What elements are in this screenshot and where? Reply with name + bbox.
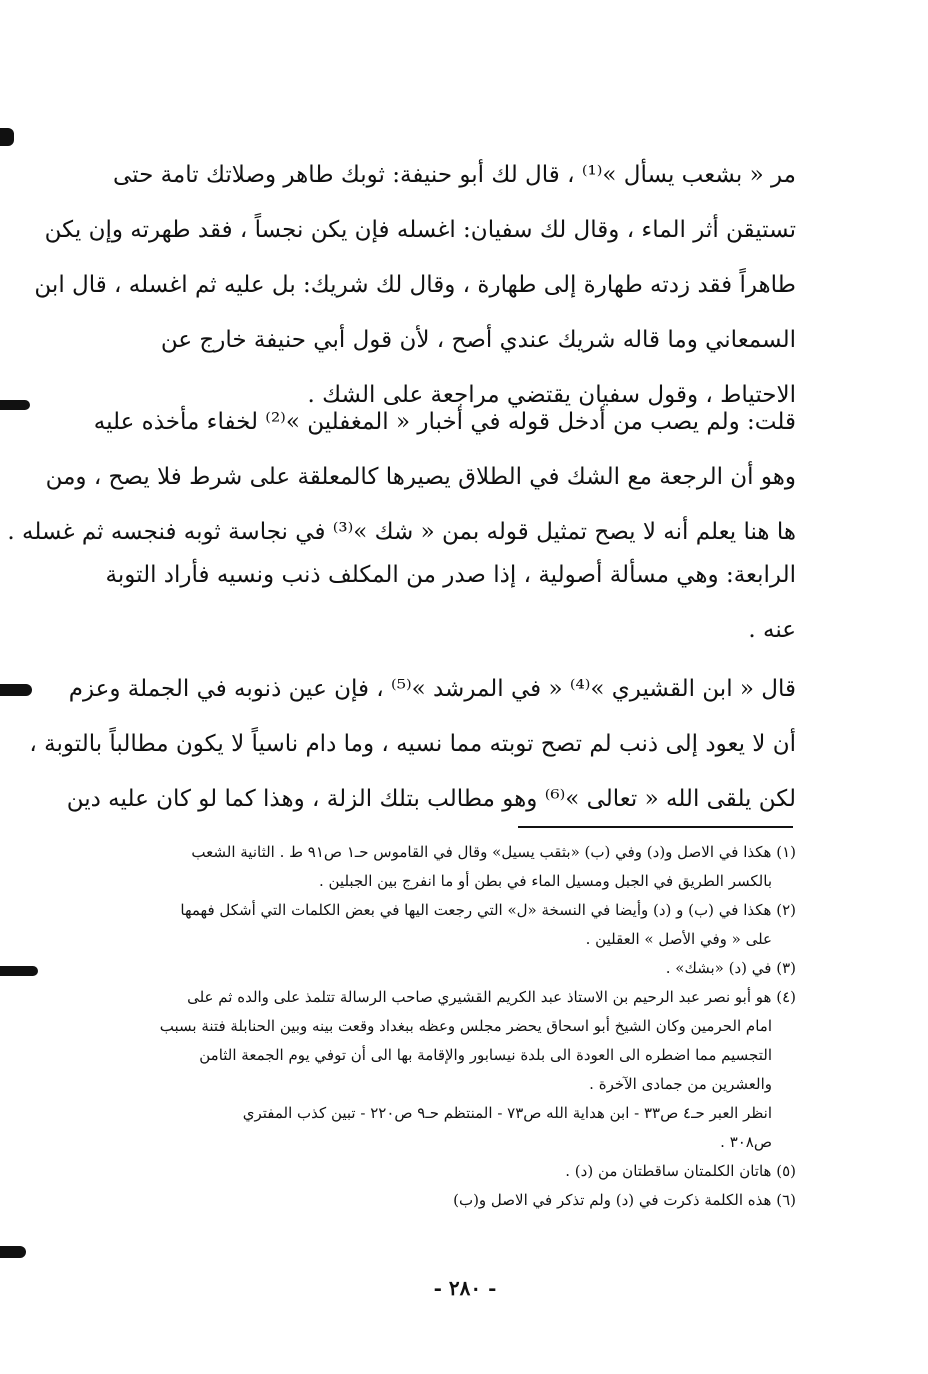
footnote-line: ص٣٠٨ . xyxy=(720,1133,772,1151)
text-line: عنه . xyxy=(748,617,796,643)
text-line: وهو أن الرجعة مع الشك في الطلاق يصيرها كالمعلقة على شرط فلا يصح ، ومن xyxy=(45,464,796,490)
footnote-line: على « وفي الأصل » العقلين . xyxy=(585,930,772,948)
text-line: تستيقن أثر الماء ، وقال لك سفيان: اغسله فإن يكن نجساً ، فقد طهرته وإن يكن xyxy=(44,217,796,243)
margin-binding-mark xyxy=(0,128,14,146)
margin-binding-mark xyxy=(0,684,32,696)
footnote-line: (٢) هكذا في (ب) و (د) وأيضا في النسخة «ل» التي رجعت اليها في بعض الكلمات التي أشكل فهمها xyxy=(180,901,796,919)
margin-binding-mark xyxy=(0,966,38,976)
text-line: ها هنا يعلم أنه لا يصح تمثيل قوله بمن « شك »⁽³⁾ في نجاسة ثوبه فنجسه ثم غسله . xyxy=(7,519,796,545)
text-line: مر « بشعب يسأل »⁽¹⁾ ، قال لك أبو حنيفة: ثوبك طاهر وصلاتك تامة حتى xyxy=(112,162,796,188)
page-number: - ٢٨٠ - xyxy=(433,1276,497,1300)
body-paragraph-1 xyxy=(34,148,796,423)
footnote-line: (٤) هو أبو نصر عبد الرحيم بن الاستاذ عبد الكريم القشيري صاحب الرسالة تتلمذ على والده ثم على xyxy=(187,988,796,1006)
text-line: السمعاني وما قاله شريك عندي أصح ، لأن قول أبي حنيفة خارج عن xyxy=(160,327,796,353)
margin-binding-mark xyxy=(0,400,30,410)
text-line: أن لا يعود إلى ذنب لم تصح توبته مما نسيه ، وما دام ناسياً لا يكون مطالباً بالتوبة ، xyxy=(29,731,796,757)
text-line: طاهراً فقد زدته طهارة إلى طهارة ، وقال لك شريك: بل عليه ثم اغسله ، قال ابن xyxy=(34,272,796,298)
footnote-line: (١) هكذا في الاصل و(د) وفي (ب) «بثقب يسيل» وقال في القاموس حـ١ ص٩١ ط . الثانية الشعب xyxy=(191,843,796,861)
text-line: الرابعة: وهي مسألة أصولية ، إذا صدر من المكلف ذنب ونسيه فأراد التوبة xyxy=(105,562,796,588)
footnote-line: بالكسر الطريق في الجبل ومسيل الماء في بطن أو ما انفرج بين الجبلين . xyxy=(318,872,772,890)
footnote-line: والعشرين من جمادى الآخرة . xyxy=(589,1075,772,1093)
text-line: الاحتياط ، وقول سفيان يقتضي مراجعة على الشك . xyxy=(307,382,796,408)
footnote-line: امام الحرمين وكان الشيخ أبو اسحاق يحضر مجلس وعظه ببغداد وقعت بينه وبين الحنابلة فتنة بسبب xyxy=(159,1017,772,1035)
footnote-separator xyxy=(518,826,793,828)
footnote-line: التجسيم مما اضطره الى العودة الى بلدة نيسابور والإقامة بها الى أن توفي يوم الجمعة الثامن xyxy=(199,1046,772,1064)
footnotes-section xyxy=(104,838,796,1215)
body-paragraph-3 xyxy=(104,548,796,658)
footnote-line: انظر العبر حـ٤ ص٣٣ - ابن هداية الله ص٧٣ - المنتظم حـ٩ ص٢٢٠ - تبين كذب المفتري xyxy=(242,1104,772,1122)
body-paragraph-4 xyxy=(29,662,796,827)
footnote-line: (٣) في (د) «بشك» . xyxy=(665,959,796,977)
footnote-line: (٥) هاتان الكلمتان ساقطتان من (د) . xyxy=(565,1162,796,1180)
text-line: قال « ابن القشيري »⁽⁴⁾ « في المرشد »⁽⁵⁾ ، فإن عين ذنوبه في الجملة وعزم xyxy=(68,676,796,702)
text-line: قلت: ولم يصب من أدخل قوله في أخبار « المغفلين »⁽²⁾ لخفاء مأخذه عليه xyxy=(93,409,796,435)
body-paragraph-2 xyxy=(7,395,796,560)
margin-binding-mark xyxy=(0,1246,26,1258)
footnote-line: (٦) هذه الكلمة ذكرت في (د) ولم تذكر في الاصل و(ب) xyxy=(453,1191,796,1209)
text-line: لكن يلقى الله « تعالى »⁽⁶⁾ وهو مطالب بتلك الزلة ، وهذا كما لو كان عليه دين xyxy=(66,786,796,812)
